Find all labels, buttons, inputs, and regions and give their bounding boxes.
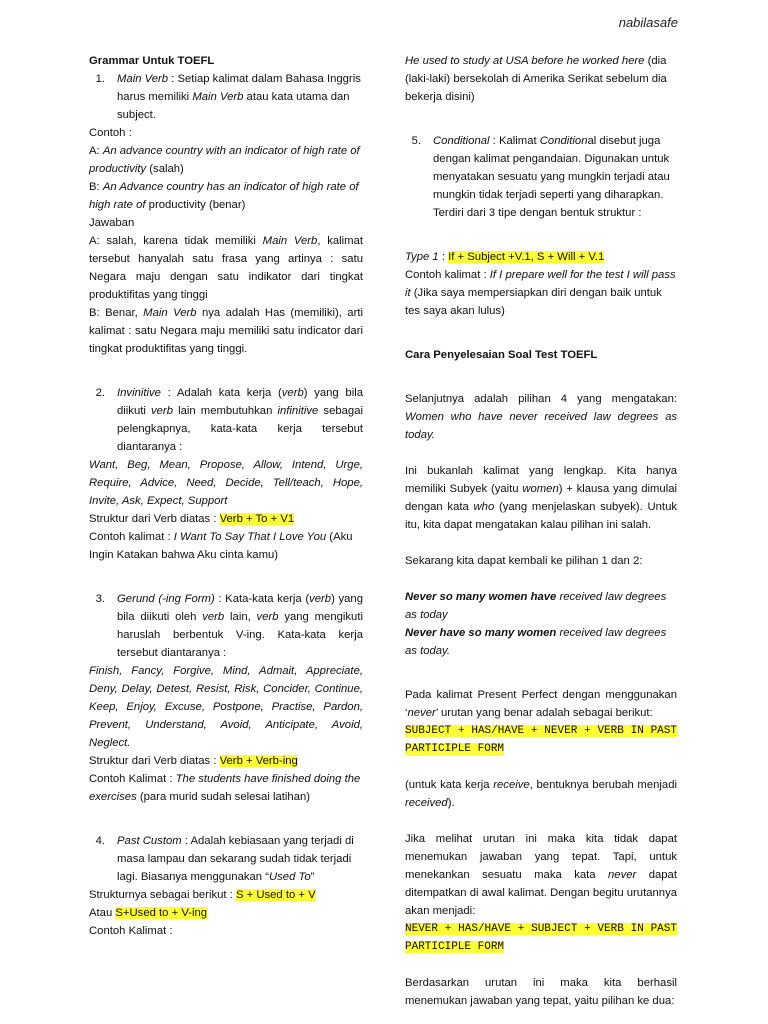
section-heading-cara: Cara Penyelesaian Soal Test TOEFL <box>405 349 598 361</box>
right-column <box>405 52 677 1010</box>
author-header: nabilasafe <box>618 15 678 30</box>
left-column <box>89 52 363 940</box>
item-text: Invinitive : Adalah kata kerja (verb) yang bila diikuti verb lain membutuhkan infinitive sebagai pelengkapnya, kata-kata kerja tersebut diantaranya : <box>117 387 363 453</box>
answer-a: A: salah, karena tidak memiliki Main Verb, kalimat tersebut hanyalah satu frasa yang artinya : satu Negara maju dengan satu indikator dari tingkat produktifitas yang tinggi <box>89 235 363 301</box>
formula-highlight: S+Used to + V-ing <box>115 907 208 919</box>
item-number: 5. <box>411 135 421 147</box>
item-number: 4. <box>95 835 105 847</box>
struktur-past-custom: Strukturnya sebagai berikut : S + Used to + V <box>89 889 316 901</box>
jawaban-label: Jawaban <box>89 217 135 229</box>
atau-past-custom: Atau S+Used to + V-ing <box>89 907 208 919</box>
option-1: Never so many women have received law degrees as today <box>405 591 667 621</box>
list-item-conditional <box>405 132 677 222</box>
paragraph-3: Sekarang kita dapat kembali ke pilihan 1 dan 2: <box>405 555 643 567</box>
formula-present-perfect <box>405 722 677 758</box>
contoh-conditional: Contoh kalimat : If I prepare well for the test I will pass it (Jika saya mempersiapkan diri dengan baik untuk tes saya akan lulus) <box>405 269 676 317</box>
formula-highlight: Verb + Verb-ing <box>219 755 298 767</box>
verb-list-gerund: Finish, Fancy, Forgive, Mind, Admait, Appreciate, Deny, Delay, Detest, Resist, Risk, Concider, Continue, Keep, Enjoy, Excuse, Postpone, Practise, Pardon, Prevent, Understand, Avoid, Anticipate, Avoid, Neglect. <box>89 665 363 749</box>
formula-highlight: S + Used to + V <box>235 889 316 901</box>
list-item-infinitive <box>89 384 363 456</box>
answer-b: B: Benar, Main Verb nya adalah Has (memiliki), arti kalimat : satu Negara maju memiliki satu indicator dari tingkat produktifitas yang tinggi. <box>89 307 363 355</box>
example-past-custom: He used to study at USA before he worked here (dia (laki-laki) bersekolah di Amerika Serikat sebelum dia bekerja disini) <box>405 55 667 103</box>
type1-structure: Type 1 : If + Subject +V.1, S + Will + V.1 <box>405 251 605 263</box>
contoh-label: Contoh : <box>89 127 132 139</box>
struktur-infinitive: Struktur dari Verb diatas : Verb + To + V1 <box>89 513 295 525</box>
item-text: Main Verb : Setiap kalimat dalam Bahasa Inggris harus memiliki Main Verb atau kata utama dan subject. <box>117 73 361 121</box>
paragraph-2: Ini bukanlah kalimat yang lengkap. Kita hanya memiliki Subyek (yaitu women) + klausa yang dimulai dengan kata who (yang menjelaskan subyek). Untuk itu, kita dapat mengatakan kalau pilihan ini salah. <box>405 465 678 531</box>
formula-inverted <box>405 920 677 956</box>
paragraph-6: Jika melihat urutan ini maka kita tidak dapat menemukan jawaban yang tepat. Tapi, untuk menekankan sesuatu maka kata never dapat ditempatkan di awal kalimat. Dengan begitu urutannya akan menjadi: <box>405 833 677 917</box>
list-item-past-custom <box>89 832 363 886</box>
contoh-infinitive: Contoh kalimat : I Want To Say That I Love You (Aku Ingin Katakan bahwa Aku cinta kamu) <box>89 531 353 561</box>
formula-highlight: SUBJECT + HAS/HAVE + NEVER + VERB IN PAST PARTICIPLE FORM <box>405 725 677 755</box>
contoh-gerund: Contoh Kalimat : The students have finished doing the exercises (para murid sudah selesai latihan) <box>89 773 361 803</box>
example-b: B: An Advance country has an indicator of high rate of high rate of productivity (benar) <box>89 181 359 211</box>
item-number: 3. <box>95 593 105 605</box>
contoh-past-custom: Contoh Kalimat : <box>89 925 173 937</box>
option-2: Never have so many women received law degrees as today. <box>405 627 667 657</box>
item-text: Conditional : Kalimat Conditional disebut juga dengan kalimat pengandaian. Digunakan untuk menyatakan sesuatu yang mungkin terjadi atau mungkin tidak terjadi seperti yang diharapkan. Terdiri dari 3 tipe dengan bentuk struktur : <box>433 135 670 219</box>
example-a: A: An advance country with an indicator of high rate of productivity (salah) <box>89 145 360 175</box>
item-number: 1. <box>95 73 105 85</box>
item-text: Gerund (-ing Form) : Kata-kata kerja (verb) yang bila diikuti oleh verb lain, verb yang mengikuti haruslah berbentuk V-ing. Kata-kata kerja tersebut diantaranya : <box>117 593 363 659</box>
formula-highlight: NEVER + HAS/HAVE + SUBJECT + VERB IN PAST PARTICIPLE FORM <box>405 923 677 953</box>
paragraph-5: (untuk kata kerja receive, bentuknya berubah menjadi received). <box>405 779 677 809</box>
list-item-gerund <box>89 590 363 662</box>
formula-highlight: Verb + To + V1 <box>219 513 295 525</box>
struktur-gerund: Struktur dari Verb diatas : Verb + Verb-ing <box>89 755 298 767</box>
list-item-main-verb <box>89 70 363 124</box>
section-title: Grammar Untuk TOEFL <box>89 55 215 67</box>
formula-highlight: If + Subject +V.1, S + Will + V.1 <box>448 251 605 263</box>
paragraph-7: Berdasarkan urutan ini maka kita berhasil menemukan jawaban yang tepat, yaitu pilihan ke dua: <box>405 977 677 1007</box>
paragraph-4: Pada kalimat Present Perfect dengan menggunakan ‘never’ urutan yang benar adalah sebagai berikut: <box>405 689 677 719</box>
paragraph-1: Selanjutnya adalah pilihan 4 yang mengatakan: Women who have never received law degrees as today. <box>405 393 677 441</box>
item-text: Past Custom : Adalah kebiasaan yang terjadi di masa lampau dan sekarang sudah tidak terjadi lagi. Biasanya menggunakan “Used To” <box>117 835 354 883</box>
verb-list-infinitive: Want, Beg, Mean, Propose, Allow, Intend, Urge, Require, Advice, Need, Decide, Tell/teach, Hope, Invite, Ask, Expect, Support <box>89 459 363 507</box>
item-number: 2. <box>95 387 105 399</box>
